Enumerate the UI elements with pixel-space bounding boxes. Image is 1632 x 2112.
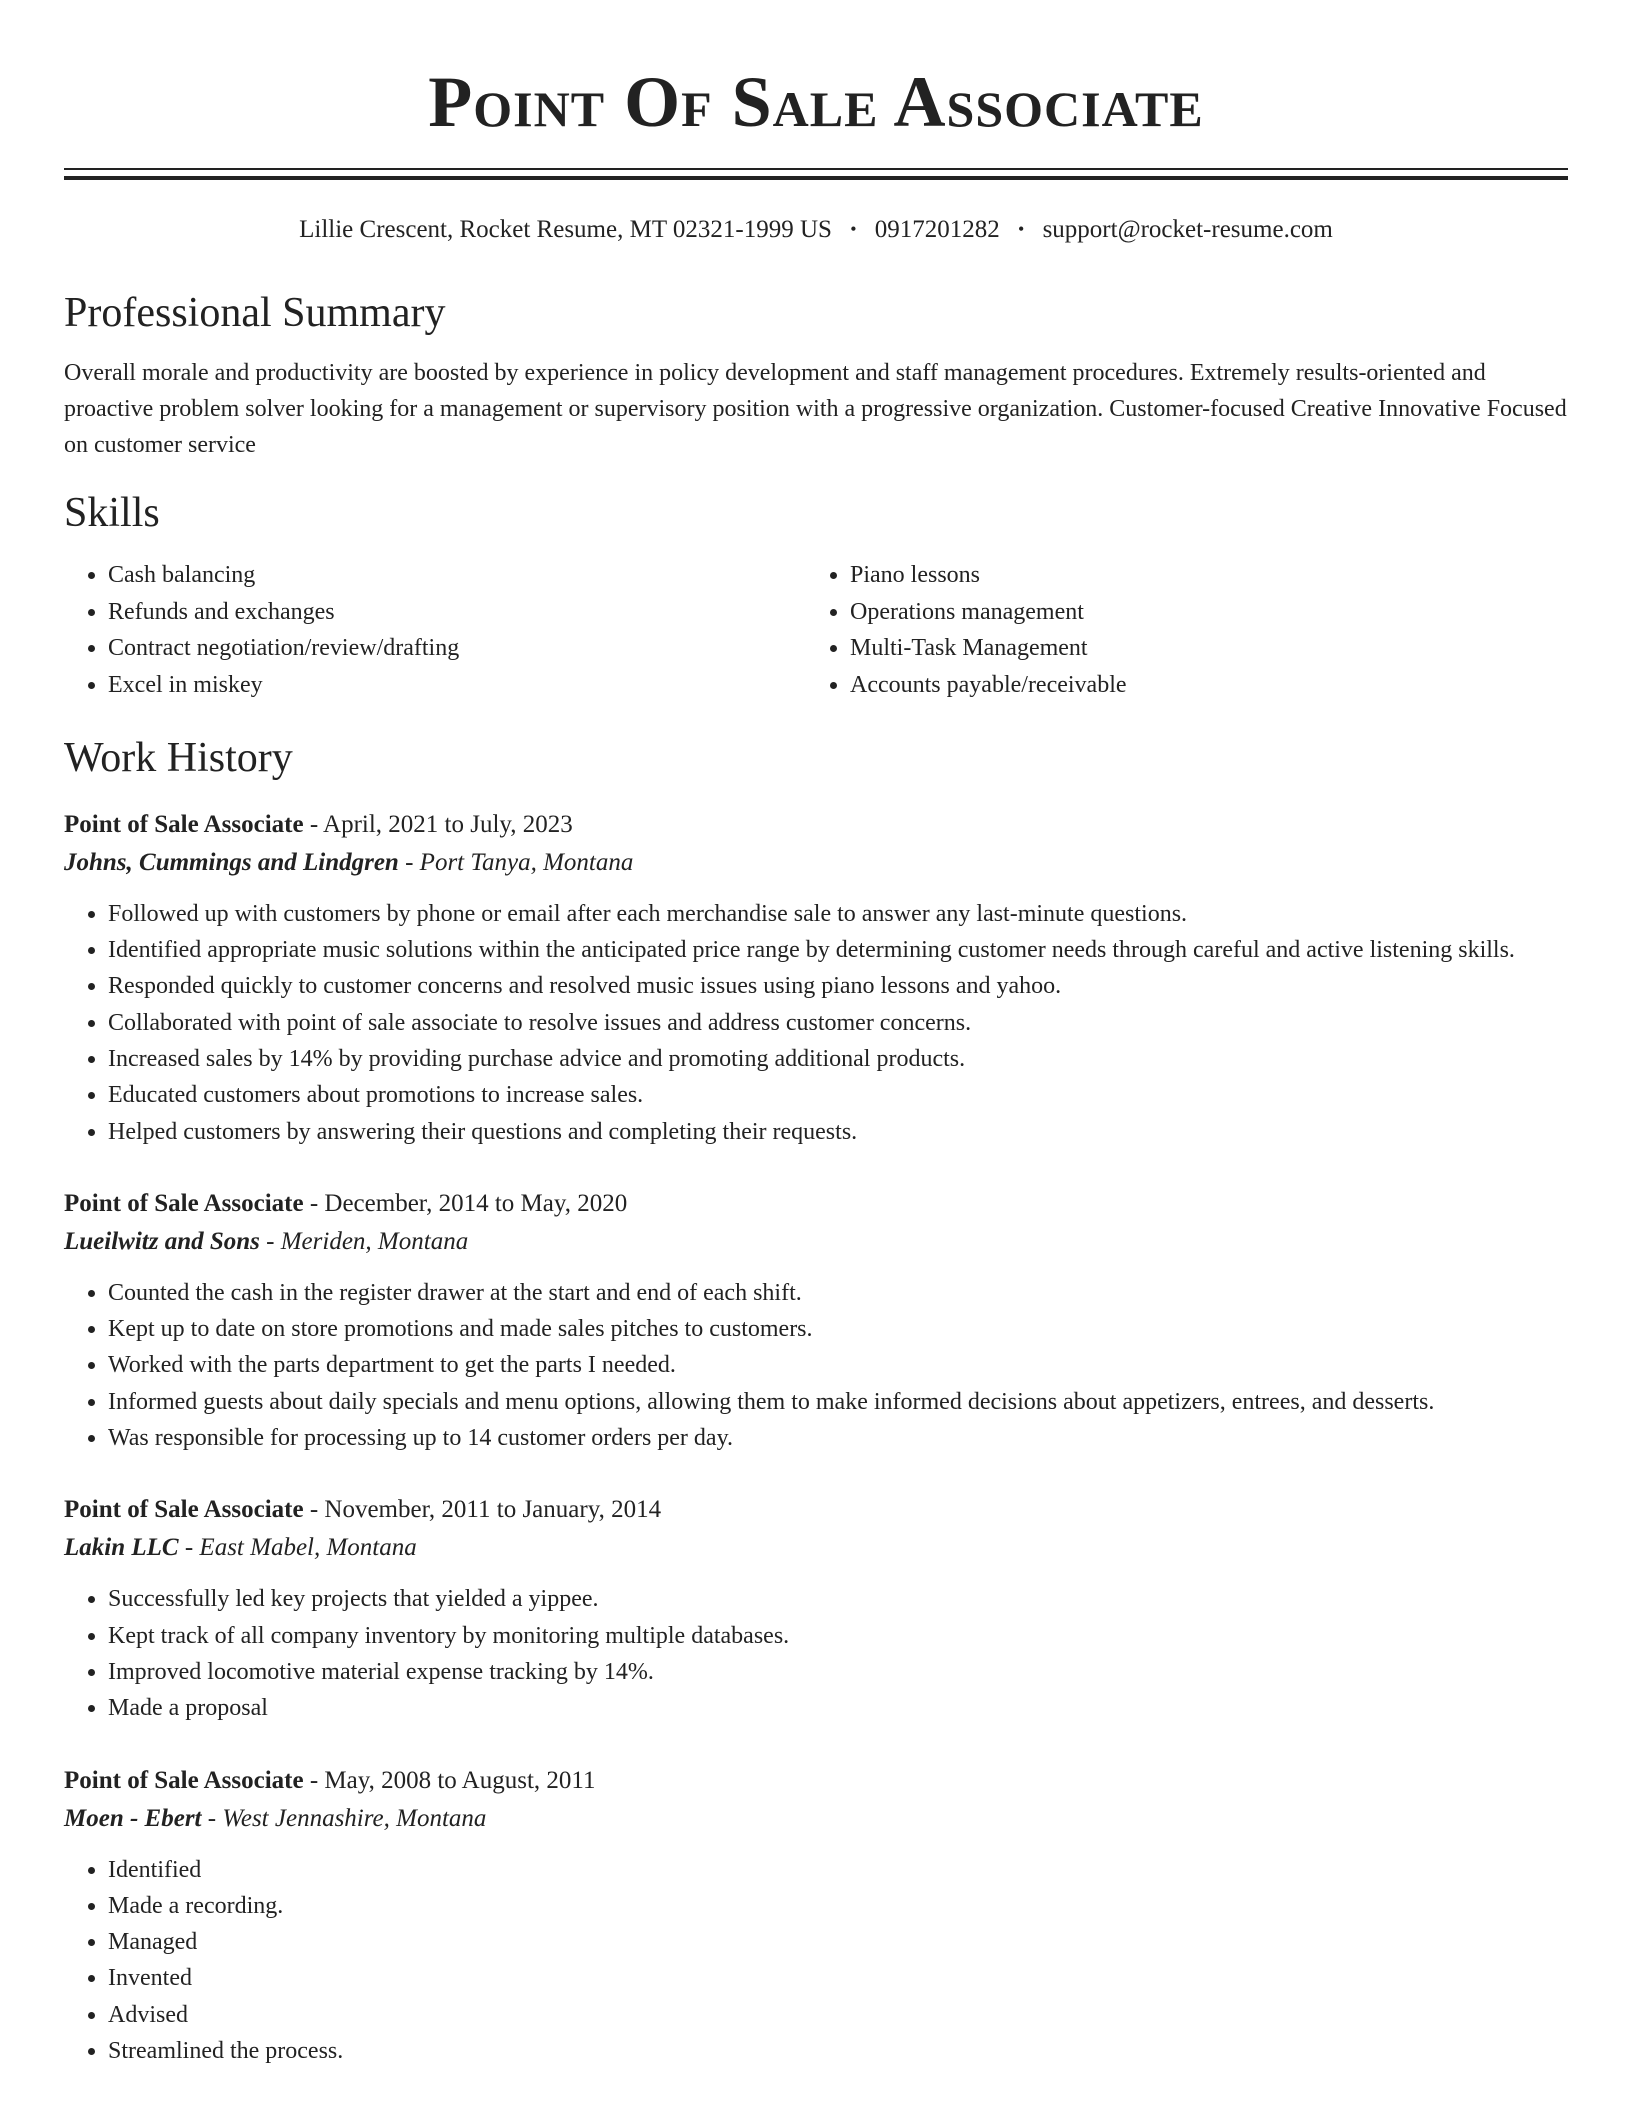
job-entry [64, 1762, 1568, 2070]
skill-item: • Contract negotiation/review/drafting [108, 630, 806, 667]
job-bullet: • Made a proposal [108, 1690, 1568, 1726]
job-bullets [64, 1581, 1568, 1726]
job-location: West Jennashire, Montana [222, 1804, 487, 1832]
job-entry [64, 1185, 1568, 1456]
job-bullets [64, 1275, 1568, 1456]
job-bullet: • Kept track of all company inventory by monitoring multiple databases. [108, 1618, 1568, 1654]
job-title-line: Point of Sale Associate - December, 2014 to May, 2020 [64, 1189, 628, 1217]
contact-line [64, 214, 1568, 245]
job-bullet: • Followed up with customers by phone or email after each merchandise sale to answer any last-minute questions. [108, 896, 1568, 932]
job-bullet: • Streamlined the process. [108, 2033, 1568, 2069]
job-company: Moen - Ebert [64, 1804, 202, 1832]
skills-heading: Skills [64, 490, 160, 536]
skill-item: • Cash balancing [108, 557, 806, 594]
job-bullet: • Made a recording. [108, 1888, 1568, 1924]
job-bullet: • Increased sales by 14% by providing purchase advice and promoting additional products. [108, 1041, 1568, 1077]
job-location: East Mabel, Montana [199, 1534, 417, 1562]
job-bullet: • Informed guests about daily specials and menu options, allowing them to make informed decisions about appetizers, entrees, and desserts. [108, 1384, 1568, 1420]
job-company: Johns, Cummings and Lindgren [64, 848, 399, 876]
job-bullet: • Educated customers about promotions to increase sales. [108, 1077, 1568, 1113]
job-dates: May, 2008 to August, 2011 [324, 1766, 596, 1794]
job-company: Lakin LLC [64, 1534, 179, 1562]
job-bullet: • Managed [108, 1924, 1568, 1960]
header-rule-thick [64, 176, 1568, 180]
summary-text: Overall morale and productivity are boosted by experience in policy development and staff management procedures. Extremely results-oriented and proactive problem solver looking for a management or supervisory position with a progressive organization. Customer-focused Creative Innovative Focused on customer service [64, 360, 1567, 458]
skill-item: • Multi-Task Management [850, 630, 1548, 667]
summary-heading: Professional Summary [64, 290, 446, 336]
job-bullet: • Advised [108, 1997, 1568, 2033]
job-location: Meriden, Montana [280, 1227, 469, 1255]
job-title-line: Point of Sale Associate - April, 2021 to July, 2023 [64, 810, 573, 838]
contact-email[interactable]: support@rocket-resume.com [1042, 216, 1333, 243]
job-bullets [64, 1852, 1568, 2070]
job-company-line: Lakin LLC - East Mabel, Montana [64, 1534, 417, 1562]
skills-columns [64, 557, 1568, 704]
contact-phone: 0917201282 [874, 216, 1000, 243]
job-bullet: • Collaborated with point of sale associate to resolve issues and address customer concerns. [108, 1005, 1568, 1041]
skill-item: • Accounts payable/receivable [850, 667, 1548, 704]
job-bullet: • Improved locomotive material expense tracking by 14%. [108, 1654, 1568, 1690]
job-bullet: • Was responsible for processing up to 14 customer orders per day. [108, 1420, 1568, 1456]
contact-separator: • [1018, 219, 1025, 239]
job-bullet: • Successfully led key projects that yielded a yippee. [108, 1581, 1568, 1617]
job-title-line: Point of Sale Associate - May, 2008 to August, 2011 [64, 1766, 596, 1794]
job-dates: April, 2021 to July, 2023 [323, 810, 573, 838]
job-bullet: • Counted the cash in the register drawer at the start and end of each shift. [108, 1275, 1568, 1311]
job-company-line: Johns, Cummings and Lindgren - Port Tanya, Montana [64, 848, 634, 876]
job-company-line: Lueilwitz and Sons - Meriden, Montana [64, 1227, 469, 1255]
job-location: Port Tanya, Montana [419, 848, 634, 876]
job-role: Point of Sale Associate [64, 1189, 304, 1217]
skills-list-left [64, 557, 806, 704]
resume-page [64, 0, 1568, 2069]
job-bullets [64, 896, 1568, 1150]
job-entry [64, 806, 1568, 1150]
job-company: Lueilwitz and Sons [64, 1227, 260, 1255]
work-history-heading: Work History [64, 734, 293, 781]
job-title-line: Point of Sale Associate - November, 2011 to January, 2014 [64, 1496, 662, 1524]
job-entry [64, 1491, 1568, 1726]
job-role: Point of Sale Associate [64, 1496, 304, 1524]
job-role: Point of Sale Associate [64, 810, 304, 838]
header-rule-thin [64, 168, 1568, 170]
job-bullet: • Invented [108, 1960, 1568, 1996]
skill-item: • Operations management [850, 594, 1548, 631]
job-bullet: • Kept up to date on store promotions and made sales pitches to customers. [108, 1311, 1568, 1347]
job-role: Point of Sale Associate [64, 1766, 304, 1794]
skill-item: • Excel in miskey [108, 667, 806, 704]
resume-name: Point Of Sale Associate [428, 62, 1204, 142]
contact-address: Lillie Crescent, Rocket Resume, MT 02321-1999 US [299, 216, 832, 243]
job-bullet: • Worked with the parts department to get the parts I needed. [108, 1347, 1568, 1383]
job-bullet: • Identified appropriate music solutions within the anticipated price range by determining customer needs through careful and active listening skills. [108, 932, 1568, 968]
skill-item: • Piano lessons [850, 557, 1548, 594]
skill-item: • Refunds and exchanges [108, 594, 806, 631]
job-company-line: Moen - Ebert - West Jennashire, Montana [64, 1804, 487, 1832]
job-dates: November, 2011 to January, 2014 [324, 1496, 662, 1524]
job-bullet: • Identified [108, 1852, 1568, 1888]
job-dates: December, 2014 to May, 2020 [324, 1189, 628, 1217]
contact-separator: • [850, 219, 857, 239]
job-bullet: • Responded quickly to customer concerns and resolved music issues using piano lessons and yahoo. [108, 968, 1568, 1004]
job-bullet: • Helped customers by answering their questions and completing their requests. [108, 1114, 1568, 1150]
skills-list-right [806, 557, 1548, 704]
